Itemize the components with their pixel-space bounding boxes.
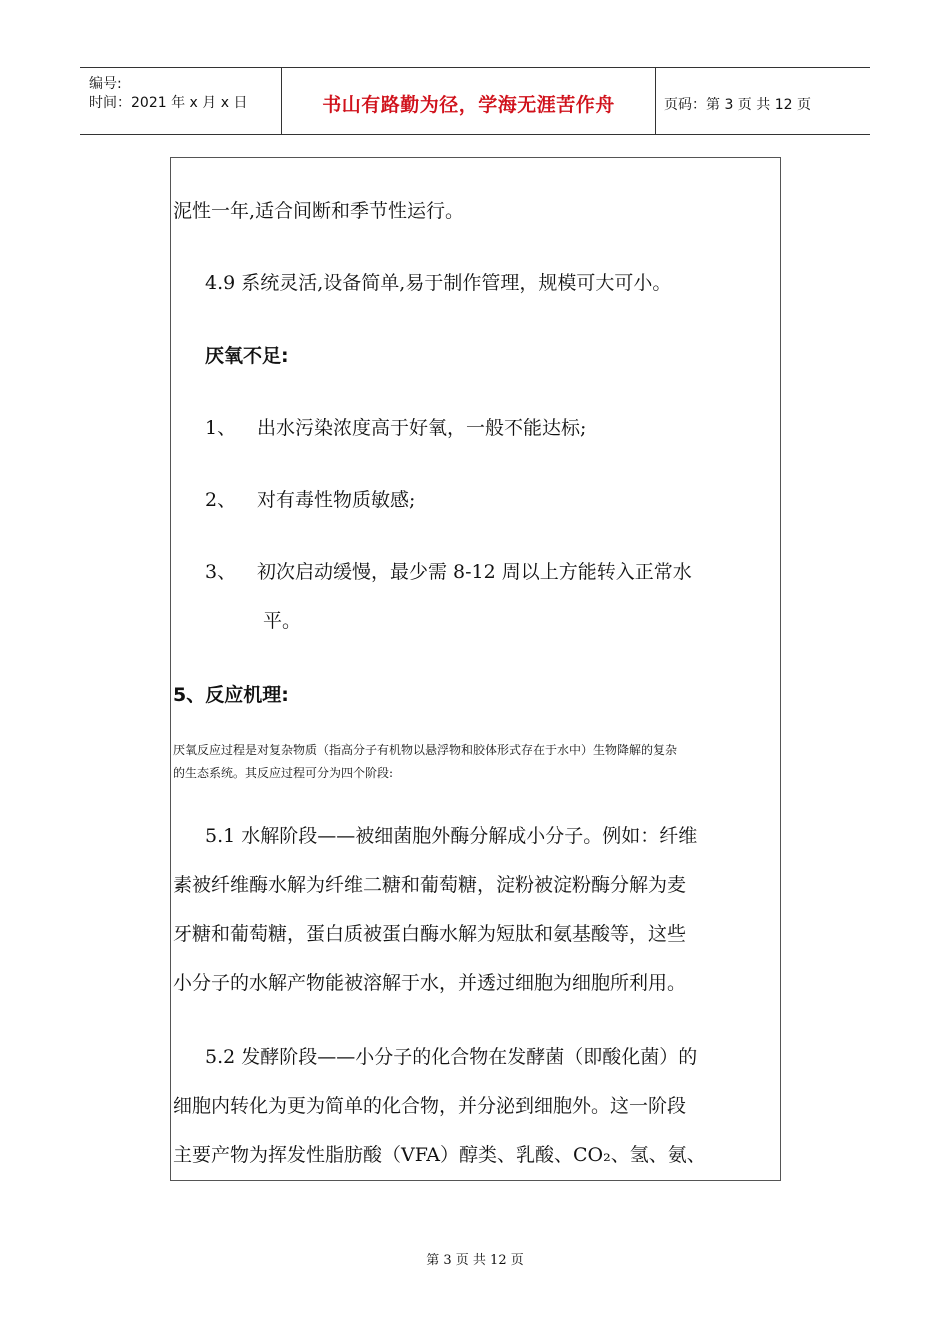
intro-small-text: 的生态系统。其反应过程可分为四个阶段: (173, 766, 394, 780)
list-item-number: 1、 (205, 417, 237, 439)
section-heading-deficiency: 厌氧不足: (205, 345, 289, 367)
list-item-continuation: 平。 (263, 610, 302, 632)
list-item-number: 2、 (205, 489, 237, 511)
paragraph-line: 主要产物为挥发性脂肪酸（VFA）醇类、乳酸、CO₂、氢、氨、 (173, 1144, 706, 1166)
paragraph-line: 小分子的水解产物能被溶解于水，并透过细胞为细胞所利用。 (173, 972, 687, 994)
list-item-text: 出水污染浓度高于好氧，一般不能达标; (257, 417, 587, 439)
paragraph-hydrolysis (171, 812, 780, 1008)
list-item-text: 初次启动缓慢，最少需 8-12 周以上方能转入正常水 (257, 561, 692, 583)
header-page-cell (656, 68, 870, 134)
text-line: 泥性一年,适合间断和季节性运行。 (173, 200, 465, 222)
section-heading-mechanism: 5、反应机理: (173, 684, 289, 706)
paragraph-line: 细胞内转化为更为简单的化合物，并分泌到细胞外。这一阶段 (173, 1095, 687, 1117)
paragraph-line: 5.1 水解阶段——被细菌胞外酶分解成小分子。例如：纤维 (205, 825, 698, 847)
header-motto-cell (282, 68, 656, 134)
paragraph-line: 5.2 发酵阶段——小分子的化合物在发酵菌（即酸化菌）的 (205, 1046, 698, 1068)
content-box (170, 157, 781, 1181)
document-number-label: 编号: (89, 76, 122, 92)
paragraph-fermentation (171, 1033, 780, 1180)
text-line: 4.9 系统灵活,设备简单,易于制作管理，规模可大可小。 (205, 272, 672, 294)
intro-small-text: 厌氧反应过程是对复杂物质（指高分子有机物以悬浮物和胶体形式存在于水中）生物降解的复杂 (173, 743, 678, 757)
paragraph-line: 素被纤维酶水解为纤维二糖和葡萄糖，淀粉被淀粉酶分解为麦 (173, 874, 687, 896)
list-item-text: 对有毒性物质敏感; (257, 489, 416, 511)
paragraph-line: 牙糖和葡萄糖，蛋白质被蛋白酶水解为短肽和氨基酸等，这些 (173, 923, 687, 945)
header-page-label: 页码：第 3 页 共 12 页 (664, 97, 811, 113)
document-header (80, 67, 870, 135)
header-meta-cell (80, 68, 282, 134)
list-item-number: 3、 (205, 561, 237, 583)
header-motto: 书山有路勤为径，学海无涯苦作舟 (322, 94, 615, 116)
page-footer: 第 3 页 共 12 页 (426, 1253, 524, 1268)
document-time-label: 时间：2021 年 x 月 x 日 (89, 95, 248, 111)
